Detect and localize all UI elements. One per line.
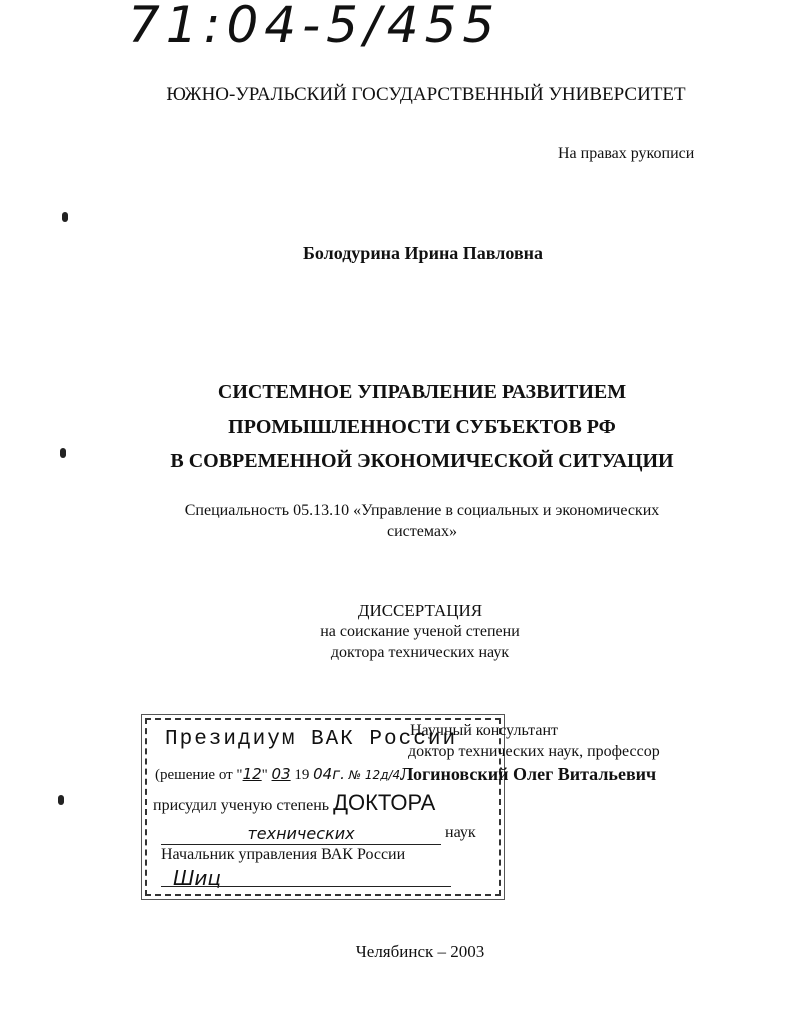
specialty-line: системах» [387,523,457,540]
consultant-role: Научный консультант [410,722,558,739]
field-suffix: наук [445,824,476,841]
university-heading: ЮЖНО-УРАЛЬСКИЙ ГОСУДАРСТВЕННЫЙ УНИВЕРСИТЕТ [166,84,686,105]
decision-day: 12 [242,765,262,783]
title-line: В СОВРЕМЕННОЙ ЭКОНОМИЧЕСКОЙ СИТУАЦИИ [170,450,674,472]
document-type: ДИССЕРТАЦИЯ [357,601,483,620]
consultant-degree: доктор технических наук, профессор [408,743,660,760]
stamp-chief: Начальник управления ВАК России [161,846,406,863]
degree-line: доктора технических наук [330,644,510,661]
author-name: Болодурина Ирина Павловна [302,243,544,263]
degree-line: на соискание ученой степени [320,623,520,640]
signature-line [161,886,451,887]
field-handwritten: технических [247,824,355,843]
scan-mark [62,212,68,222]
archive-number-handwritten: 71:04-5/455 [128,0,501,54]
awarded-degree: ДОКТОРА [333,790,436,815]
signature: Шиц [173,866,221,890]
specialty-line: Специальность 05.13.10 «Управление в социальных и экономических [184,502,660,519]
stamp-header: Президиум ВАК России [165,728,458,751]
scan-mark [58,795,64,805]
title-line: СИСТЕМНОЕ УПРАВЛЕНИЕ РАЗВИТИЕМ [217,381,627,403]
stamp-decision: (решение от "12" 03 19 04г. № 12д/4 [155,765,401,783]
title-line: ПРОМЫШЛЕННОСТИ СУБЪЕКТОВ РФ [228,416,616,438]
decision-year: 04г. [313,765,345,783]
city-year: Челябинск – 2003 [355,942,485,961]
stamp-field [161,824,441,845]
decision-prefix: (решение от " [155,767,243,783]
year-prefix: 19 [294,767,310,783]
consultant-name: Логиновский Олег Витальевич [400,764,657,784]
decision-month: 03 [271,765,291,783]
stamp-awarded [153,790,435,816]
awarded-text: присудил ученую степень [153,797,330,814]
manuscript-rights: На правах рукописи [558,145,695,162]
decision-number: № 12д/4 [348,768,401,782]
